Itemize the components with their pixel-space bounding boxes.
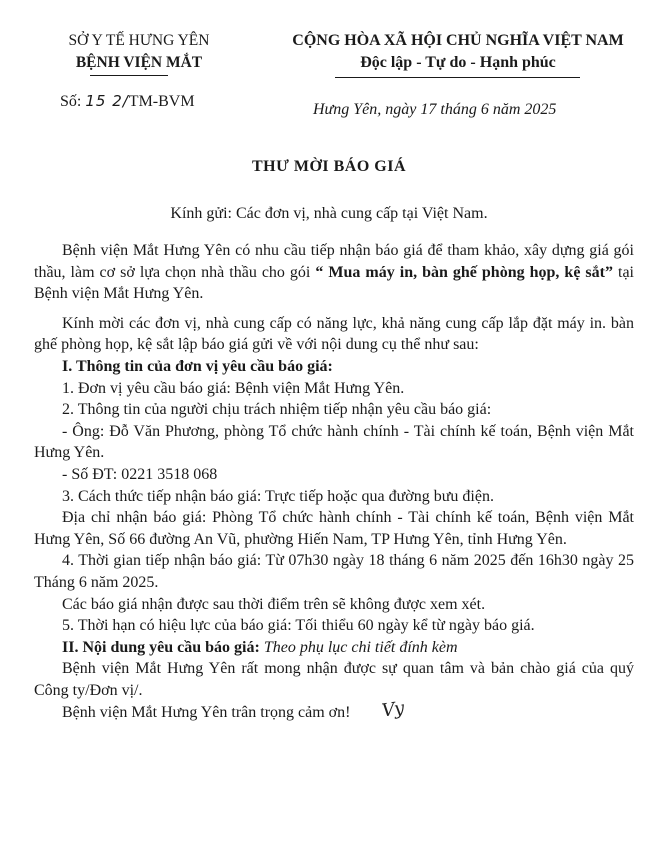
section-1-item-2: 2. Thông tin của người chịu trách nhiệm tiếp nhận yêu cầu báo giá: [62,401,492,419]
greeting: Kính gửi: Các đơn vị, nhà cung cấp tại Việt Nam. [170,205,488,222]
receiving-address: Địa chỉ nhận báo giá: Phòng Tổ chức hành chính - Tài chính kế toán, Bệnh viện Mắt Hưng Yên, Số 66 đường An Vũ, phường Hiến Nam, TP Hưng Yên, tỉnh Hưng Yên. [34,509,634,548]
org-hospital: BỆNH VIỆN MẮT [75,54,203,71]
thanks-line [34,698,634,724]
handwritten-initials: Vy [380,698,407,722]
document-body [34,240,634,724]
package-name: “ Mua máy in, bàn ghế phòng họp, kệ sắt” [315,263,613,281]
section-2-appendix-note: Theo phụ lục chi tiết đính kèm [263,638,458,656]
thanks-text: Bệnh viện Mắt Hưng Yên trân trọng cảm ơn! [62,704,351,722]
issuing-organization [34,30,244,74]
doc-no-suffix: TM-BVM [128,93,195,110]
motto-underline [335,77,580,78]
section-1-item-4: 4. Thời gian tiếp nhận báo giá: Từ 07h30 ngày 18 tháng 6 năm 2025 đến 16h30 ngày 25 Tháng 6 năm 2025. [34,552,634,591]
doc-no-label: Số: [60,93,86,110]
contact-person: - Ông: Đỗ Văn Phương, phòng Tổ chức hành chính - Tài chính kế toán, Bệnh viện Mắt Hưng Yên. [34,422,634,462]
section-2 [34,637,634,659]
doc-no-handwritten: 15 2/ [85,92,129,110]
invitation-paragraph: Kính mời các đơn vị, nhà cung cấp có năng lực, khả năng cung cấp lắp đặt máy in. bàn ghế phòng họp, kệ sắt lập báo giá gửi về với nội dung cụ thể như sau: [34,314,634,354]
section-1-item-1: 1. Đơn vị yêu cầu báo giá: Bệnh viện Mắt Hưng Yên. [62,379,405,397]
document-title: THƯ MỜI BÁO GIÁ [251,158,407,175]
org-department: SỞ Y TẾ HƯNG YÊN [68,32,210,49]
section-1-heading: I. Thông tin của đơn vị yêu cầu báo giá: [62,357,333,375]
document-number [60,92,195,111]
contact-phone: - Số ĐT: 0221 3518 068 [62,465,218,483]
section-2-heading: II. Nội dung yêu cầu báo giá: [62,638,264,656]
intro-text-c: tại Bệnh viện Mắt Hưng Yên. [34,263,634,303]
place-date: Hưng Yên, ngày 17 tháng 6 năm 2025 [313,101,557,118]
intro-text-a: Bệnh viện Mắt Hưng Yên có nhu cầu tiếp nhận báo giá để tham khảo, xây dựng giá gói thầu, làm cơ sở lựa chọn nhà thầu cho gói [34,242,634,281]
section-1-item-3: 3. Cách thức tiếp nhận báo giá: Trực tiếp hoặc qua đường bưu điện. [62,487,494,505]
closing-paragraph: Bệnh viện Mắt Hưng Yên rất mong nhận được sự quan tâm và bản chào giá của quý Công ty/Đơn vị/. [34,660,634,699]
late-submission-note: Các báo giá nhận được sau thời điểm trên sẽ không được xem xét. [62,595,486,613]
national-heading [262,30,654,74]
intro-paragraph [34,240,634,305]
nation-title: CỘNG HÒA XÃ HỘI CHỦ NGHĨA VIỆT NAM [292,32,624,49]
section-1-item-5: 5. Thời hạn có hiệu lực của báo giá: Tối thiểu 60 ngày kể từ ngày báo giá. [62,617,535,635]
org-underline [90,75,168,76]
nation-motto: Độc lập - Tự do - Hạnh phúc [360,54,556,71]
